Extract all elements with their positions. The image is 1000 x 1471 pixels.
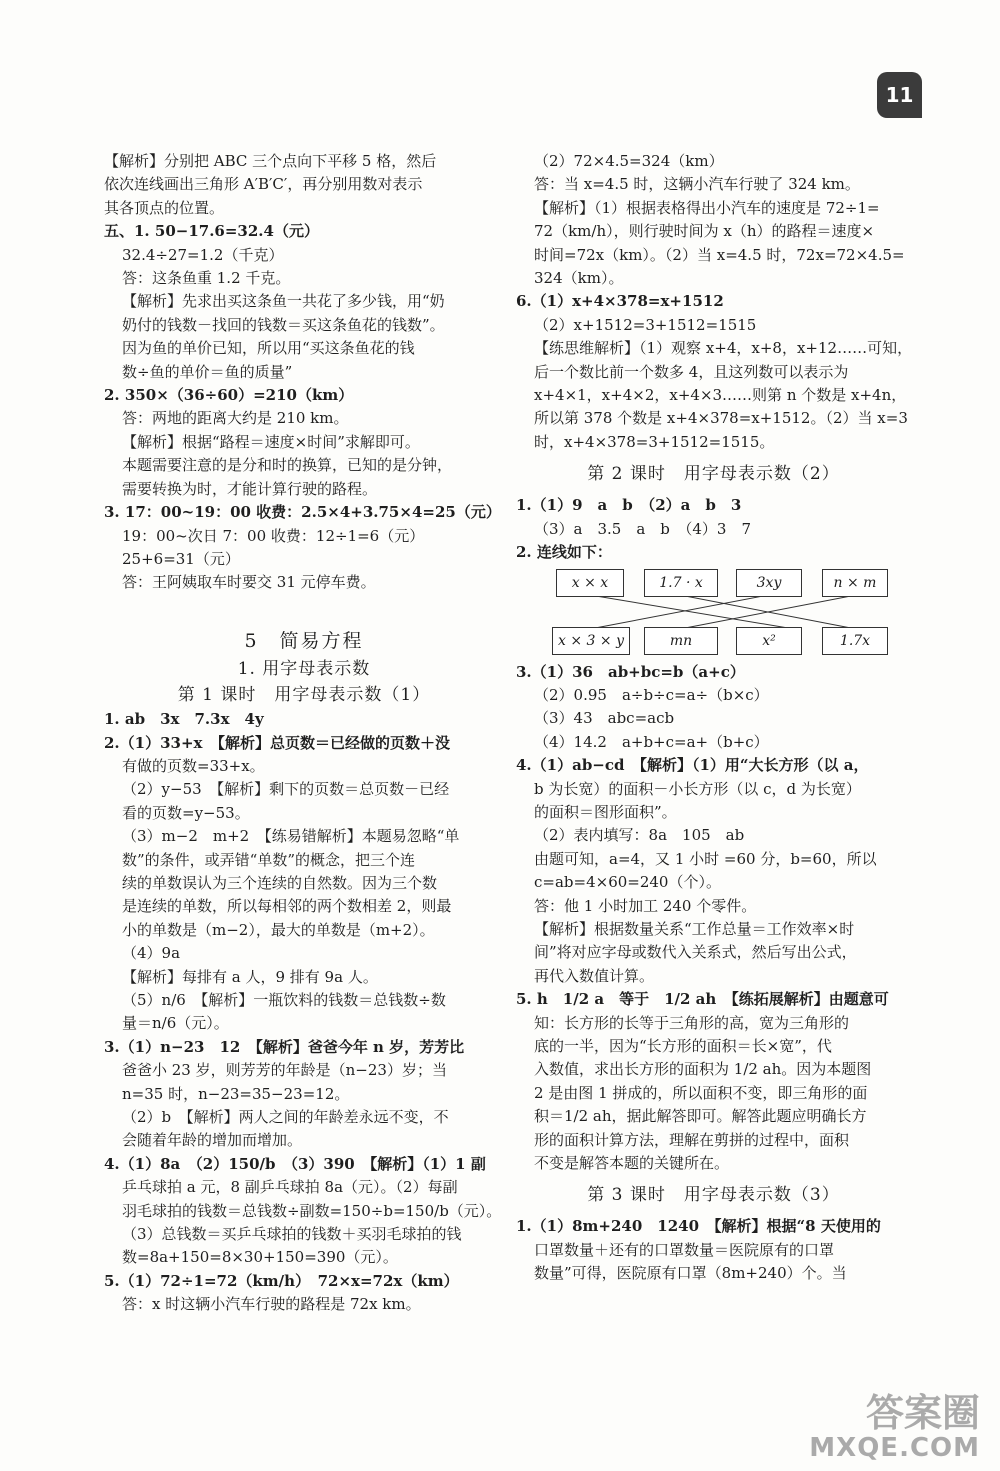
watermark-site: MXQE.COM [809,1433,980,1463]
text-line: 3.（1）36 ab+bc=b（a+c） [516,662,745,681]
text-line: 时间=72x（km）。（2）当 x=4.5 时，72x=72×4.5= [534,245,905,264]
text-line: 底的一半，因为“长方形的面积＝长×宽”，代 [534,1037,832,1055]
text-line: 72（km/h），则行驶时间为 x（h）的路程＝速度× [534,222,875,241]
text-line: b 为长宽）的面积－小长方形（以 c，d 为长宽） [534,779,861,798]
diagram-bottom-box: 1.7x [822,627,888,655]
section-heading: 5 简易方程 [244,630,364,653]
text-line: 2. 连线如下： [516,543,612,562]
diagram-top-box: 1.7 · x [644,569,718,597]
text-line: 1. ab 3x 7.3x 4y [104,710,264,729]
text-line: （3）a 3.5 a b （4）3 7 [534,519,752,538]
text-line: 答：王阿姨取车时要交 31 元停车费。 [122,573,376,592]
text-line: 答：x 时这辆小汽车行驶的路程是 72x km。 [122,1295,421,1314]
text-line: n=35 时，n−23=35−23=12。 [122,1084,350,1103]
page-number: 11 [877,72,922,118]
text-line: x+4×1，x+4×2，x+4×3……则第 n 个数是 x+4n， [534,386,907,405]
text-line: 4.（1）ab−cd 【解析】（1）用“大长方形（以 a， [516,756,869,775]
text-line: 口罩数量＋还有的口罩数量＝医院原有的口罩 [534,1240,835,1259]
text-line: 2. 350×（36÷60）=210（km） [104,386,354,405]
text-line: 【解析】分别把 ABC 三个点向下平移 5 格，然后 [104,152,437,170]
text-line: 入数值，求出长方形的面积为 1/2 ah。因为本题图 [534,1060,872,1079]
text-line: 积＝1/2 ah，据此解答即可。解答此题应明确长方 [534,1107,867,1126]
text-line: （3）43 abc=acb [534,709,675,728]
text-line: 25+6=31（元） [122,549,240,568]
watermark-logo [809,1393,980,1463]
text-line: 由题可知，a=4，又 1 小时 =60 分，b=60，所以 [534,849,877,868]
text-line: 324（km）。 [534,269,624,288]
text-line: （4）14.2 a+b+c=a+（b+c） [534,732,769,751]
text-line: 答：当 x=4.5 时，这辆小汽车行驶了 324 km。 [534,175,860,194]
text-line: 会随着年龄的增加而增加。 [122,1131,303,1150]
text-line: 爸爸小 23 岁，则芳芳的年龄是（n−23）岁；当 [122,1061,447,1080]
watermark-logo-text: 答案圈 [865,1391,980,1435]
diagram-top-box: n × m [822,569,888,597]
text-line: （2）72×4.5=324（km） [534,152,724,170]
text-line: 数量”可得，医院原有口罩（8m+240）个。当 [534,1264,847,1283]
diagram-bottom-box: mn [644,627,718,655]
text-line: 2.（1）33+x 【解析】总页数＝已经做的页数＋没 [104,733,450,752]
right-column [516,150,911,1286]
text-line: 知：长方形的长等于三角形的高，宽为三角形的 [534,1013,850,1032]
section-heading: 第 1 课时 用字母表示数（1） [177,685,431,706]
text-line: 19：00~次日 7：00 收费：12÷1=6（元） [122,526,425,545]
text-line: （3）m−2 m+2 【练易错解析】本题易忽略“单 [122,827,460,846]
text-line: 所以第 378 个数是 x+4×378=x+1512。（2）当 x=3 [534,409,908,428]
diagram-bottom-box: x × 3 × y [552,627,630,655]
text-line: 3.（1）n−23 12 【解析】爸爸今年 n 岁，芳芳比 [104,1037,465,1056]
diagram-top-box: x × x [556,569,624,597]
text-line: 【解析】根据数量关系“工作总量＝工作效率×时 [534,919,855,938]
text-line: 小的单数是（m−2），最大的单数是（m+2）。 [122,920,435,939]
section-heading: 第 3 课时 用字母表示数（3） [587,1185,840,1206]
text-line: 数=8a+150=8×30+150=390（元）。 [122,1248,398,1267]
diagram-bottom-box: x² [736,627,802,655]
text-line: 答：两地的距离大约是 210 km。 [122,409,349,428]
text-line: 32.4÷27=1.2（千克） [122,245,284,264]
text-line: 3. 17：00~19：00 收费：2.5×4+3.75×4=25（元） [104,503,501,522]
text-line: 【解析】根据“路程＝速度×时间”求解即可。 [122,432,420,451]
text-line: 需要转换为时，才能计算行驶的路程。 [122,479,378,498]
text-line: 6.（1）x+4×378=x+1512 [516,292,724,311]
section-heading: 第 2 课时 用字母表示数（2） [587,464,840,485]
text-line: 不变是解答本题的关键所在。 [534,1154,730,1173]
text-line: 【解析】（1）根据表格得出小汽车的速度是 72÷1= [534,198,880,217]
text-line: 本题需要注意的是分和时的换算，已知的是分钟， [122,456,453,475]
text-line: 形的面积计算方法，理解在剪拼的过程中，面积 [534,1130,850,1149]
text-line: （5）n/6 【解析】一瓶饮料的钱数＝总钱数÷数 [122,990,446,1009]
text-line [104,595,504,618]
matching-diagram [546,569,886,655]
text-line: 的面积＝图形面积”。 [534,802,677,821]
text-line: 续的单数误认为三个连续的自然数。因为三个数 [122,873,438,892]
text-line: 有做的页数=33+x。 [122,756,265,775]
text-line: （2）表内填写：8a 105 ab [534,826,745,845]
text-line: 1.（1）8m+240 1240 【解析】根据“8 天使用的 [516,1217,881,1236]
section-heading: 1. 用字母表示数 [237,659,371,680]
left-column [104,150,504,1317]
text-line: 【解析】先求出买这条鱼一共花了多少钱，用“奶 [122,292,445,311]
text-line: 乒乓球拍 a 元，8 副乒乓球拍 8a（元）。（2）每副 [122,1178,458,1197]
text-line: 量＝n/6（元）。 [122,1014,229,1033]
text-line: （2）b 【解析】两人之间的年龄差永远不变，不 [122,1108,449,1127]
text-line: 五、1. 50−17.6=32.4（元） [104,222,319,241]
text-line: 答：这条鱼重 1.2 千克。 [122,269,291,288]
text-line: 再代入数值计算。 [534,966,655,985]
text-line: 依次连线画出三角形 A′B′C′，再分别用数对表示 [104,175,423,194]
text-line: 【解析】每排有 a 人，9 排有 9a 人。 [122,967,378,986]
text-line: 2 是由图 1 拼成的，所以面积不变，即三角形的面 [534,1083,868,1102]
text-line: 奶付的钱数－找回的钱数＝买这条鱼花的钱数”。 [122,315,445,334]
text-line: 数”的条件，或弄错“单数”的概念，把三个连 [122,850,416,869]
text-line: 4.（1）8a （2）150/b （3）390 【解析】（1）1 副 [104,1154,486,1173]
text-line: （2）x+1512=3+1512=1515 [534,315,757,334]
text-line: 时，x+4×378=3+1512=1515。 [534,432,775,451]
text-line: 答：他 1 小时加工 240 个零件。 [534,896,757,915]
text-line: 其各顶点的位置。 [104,198,225,217]
text-line: （2）y−53 【解析】剩下的页数＝总页数－已经 [122,780,450,799]
diagram-top-box: 3xy [736,569,802,597]
text-line: （2）0.95 a÷b÷c=a÷（b×c） [534,685,769,704]
text-line: （4）9a [122,944,181,963]
text-line: 间”将对应字母或数代入关系式，然后写出公式， [534,943,857,962]
text-line: 5.（1）72÷1=72（km/h） 72×x=72x（km） [104,1271,459,1290]
text-line: 5. h 1/2 a 等于 1/2 ah 【练拓展解析】由题意可 [516,990,889,1009]
text-line: c=ab=4×60=240（个）。 [534,873,721,892]
text-line: 后一个数比前一个数多 4，且这列数可以表示为 [534,362,849,381]
right-column-bottom [516,661,911,1286]
text-line: 羽毛球拍的钱数＝总钱数÷副数=150÷b=150/b（元）。 [122,1201,502,1220]
text-line: 数÷鱼的单价＝鱼的质量” [122,362,293,381]
text-line: 看的页数=y−53。 [122,803,250,822]
text-line: 1.（1）9 a b （2）a b 3 [516,496,742,515]
text-line: 【练思维解析】（1）观察 x+4，x+8，x+12……可知， [534,339,913,358]
text-line: 因为鱼的单价已知，所以用“买这条鱼花的钱 [122,339,415,358]
text-line: （3）总钱数＝买乒乓球拍的钱数＋买羽毛球拍的钱 [122,1225,462,1244]
text-line: 是连续的单数，所以每相邻的两个数相差 2，则最 [122,897,452,916]
right-column-top [516,150,911,565]
